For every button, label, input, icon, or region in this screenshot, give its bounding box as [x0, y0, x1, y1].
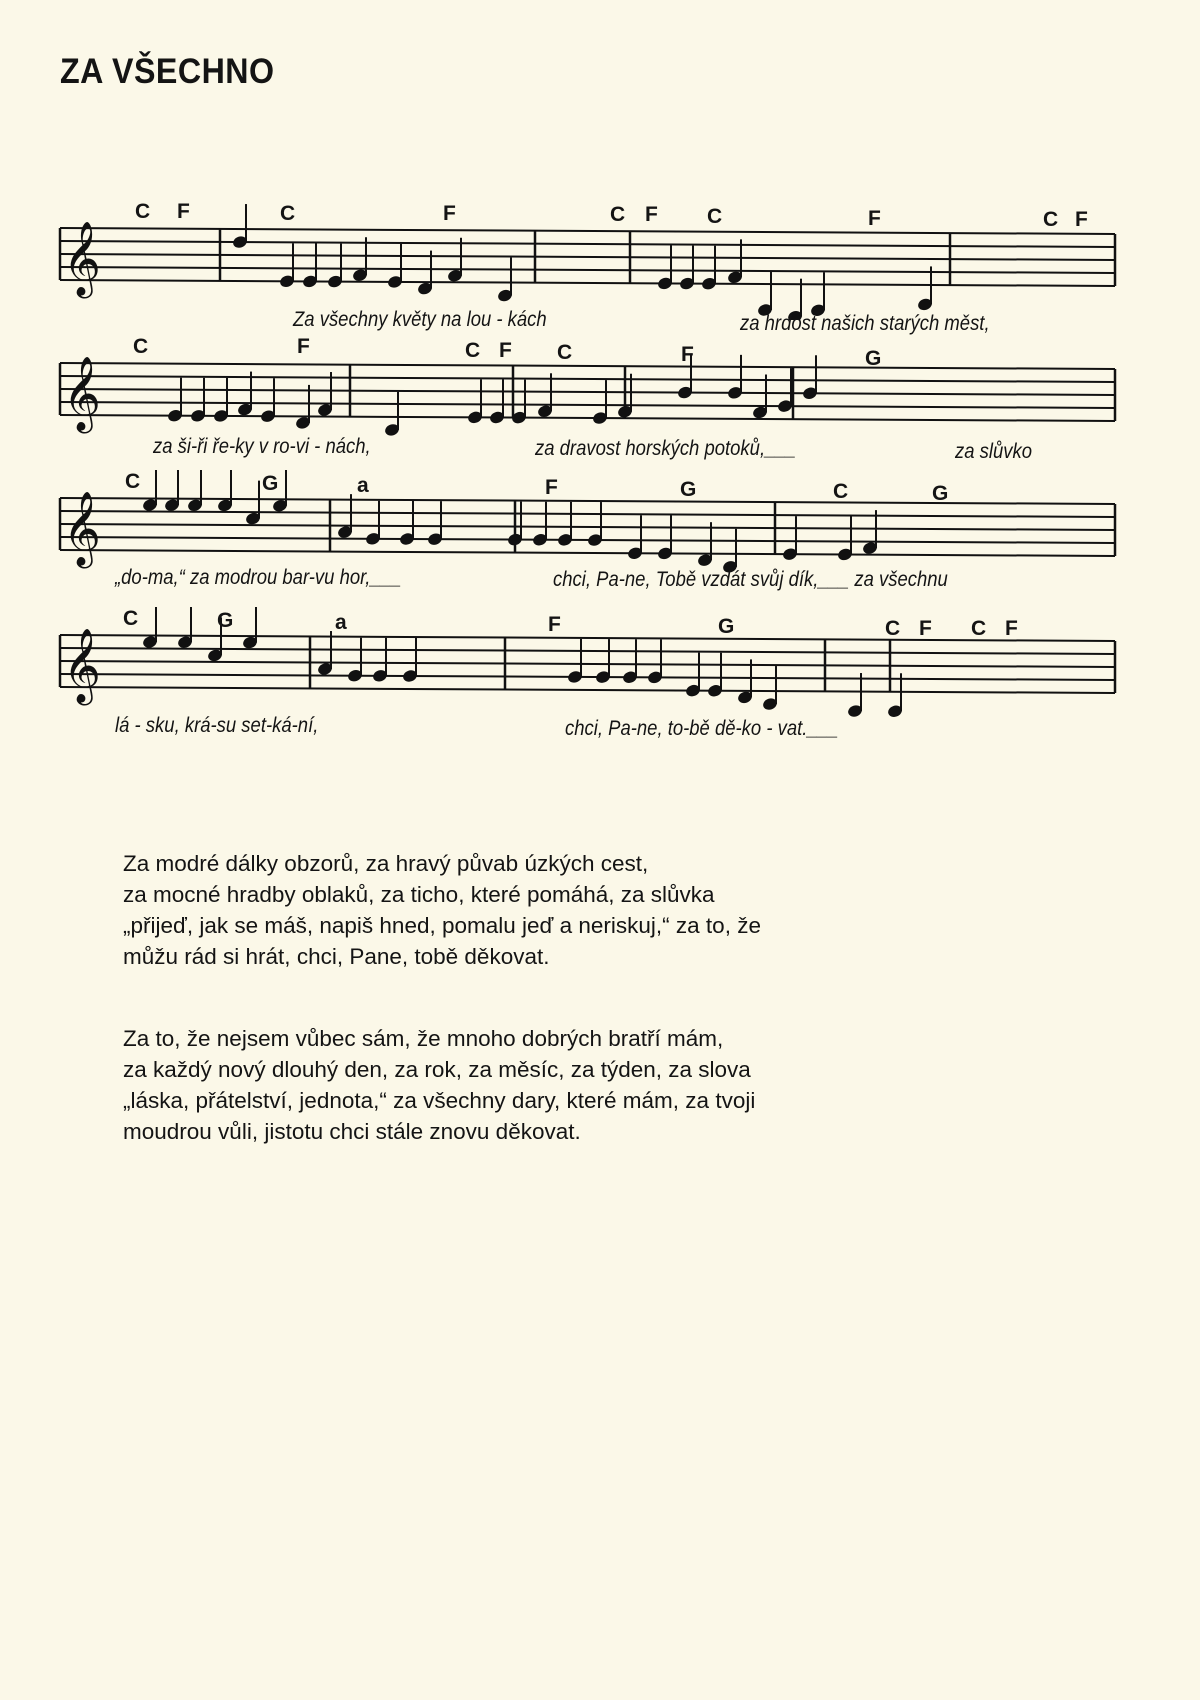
- staff-line: [60, 376, 1115, 382]
- staff-line: [60, 267, 1115, 273]
- staff-line: [60, 498, 1115, 504]
- staff-line: [60, 241, 1115, 247]
- chord: F: [919, 617, 932, 640]
- staff-system-4: [55, 607, 1120, 740]
- lyric-line: lá - sku, krá-su set-ká-ní,: [115, 714, 319, 737]
- chord: G: [217, 609, 234, 632]
- chord: F: [548, 613, 561, 636]
- chord: F: [868, 207, 881, 230]
- chord: F: [681, 343, 694, 366]
- staff-line: [60, 661, 1115, 667]
- lyric-line: Za všechny květy na lou - kách: [293, 308, 547, 331]
- chord: F: [1005, 617, 1018, 640]
- staff-system-3: [55, 470, 1120, 590]
- staff-system-2: [55, 335, 1120, 463]
- staff-line: [60, 511, 1115, 517]
- lyric-line: za ši-ři ře-ky v ro-vi - nách,: [153, 435, 371, 458]
- treble-clef-icon: 𝄞: [63, 492, 101, 566]
- chord: G: [865, 347, 882, 370]
- verse-line: Za to, že nejsem vůbec sám, že mnoho dobrých bratří mám,: [123, 1026, 724, 1051]
- staff-line: [60, 674, 1115, 680]
- staff-line: [60, 228, 1115, 234]
- treble-clef-icon: 𝄞: [63, 357, 101, 431]
- chord: F: [443, 202, 456, 225]
- chord: C: [833, 480, 849, 503]
- verse-1: [123, 848, 761, 972]
- staff-line: [60, 389, 1115, 395]
- chord: F: [499, 339, 512, 362]
- chord: G: [718, 615, 735, 638]
- chord: C: [123, 607, 139, 630]
- staff-line: [60, 402, 1115, 408]
- chord: F: [1075, 208, 1088, 231]
- song-title: ZA VŠECHNO: [60, 52, 275, 91]
- staff-line: [60, 687, 1115, 693]
- chord: C: [885, 617, 901, 640]
- lyric-line: chci, Pa-ne, to-bě dě-ko - vat.___: [565, 717, 839, 740]
- chord: a: [357, 474, 369, 497]
- verse-line: „láska, přátelství, jednota,“ za všechny dary, které mám, za tvoji: [123, 1088, 756, 1113]
- music-staff: [55, 607, 1120, 727]
- music-staff: [55, 200, 1120, 320]
- chord: G: [932, 482, 949, 505]
- verse-line: „přijeď, jak se máš, napiš hned, pomalu jeď a neriskuj,“ za to, že: [123, 913, 761, 938]
- lyric-line: za hrdost našich starých měst,: [740, 312, 990, 335]
- chord: C: [135, 200, 151, 223]
- staff-line: [60, 635, 1115, 641]
- verse-2: [123, 1023, 755, 1147]
- staff-line: [60, 537, 1115, 543]
- chord: F: [177, 200, 190, 223]
- staff-line: [60, 363, 1115, 369]
- staff-line: [60, 550, 1115, 556]
- lyric-line: za dravost horských potoků,___: [535, 437, 796, 460]
- chord: F: [297, 335, 310, 358]
- chord: C: [465, 339, 481, 362]
- staff-line: [60, 280, 1115, 286]
- chord: F: [645, 203, 658, 226]
- staff-line: [60, 524, 1115, 530]
- lyric-line: „do-ma,“ za modrou bar-vu hor,___: [115, 566, 402, 589]
- chord: C: [133, 335, 149, 358]
- verse-line: můžu rád si hrát, chci, Pane, tobě děkovat.: [123, 944, 550, 969]
- verse-line: za každý nový dlouhý den, za rok, za měsíc, za týden, za slova: [123, 1057, 751, 1082]
- chord: G: [262, 472, 279, 495]
- verse-line: za mocné hradby oblaků, za ticho, které pomáhá, za slůvka: [123, 882, 715, 907]
- chord: F: [545, 476, 558, 499]
- lyric-line: za slůvko: [955, 440, 1033, 463]
- chord: C: [971, 617, 987, 640]
- verse-line: moudrou vůli, jistotu chci stále znovu děkovat.: [123, 1119, 581, 1144]
- chord: G: [680, 478, 697, 501]
- verse-line: Za modré dálky obzorů, za hravý půvab úzkých cest,: [123, 851, 649, 876]
- lyric-line: chci, Pa-ne, Tobě vzdát svůj dík,___ za všechnu: [553, 568, 948, 591]
- chord: C: [125, 470, 141, 493]
- chord: C: [707, 205, 723, 228]
- chord: C: [557, 341, 573, 364]
- chord: C: [610, 203, 626, 226]
- treble-clef-icon: 𝄞: [63, 222, 101, 296]
- staff-line: [60, 254, 1115, 260]
- chord: C: [280, 202, 296, 225]
- staff-system-1: [55, 200, 1120, 335]
- chord: C: [1043, 208, 1059, 231]
- chord: a: [335, 611, 347, 634]
- treble-clef-icon: 𝄞: [63, 629, 101, 703]
